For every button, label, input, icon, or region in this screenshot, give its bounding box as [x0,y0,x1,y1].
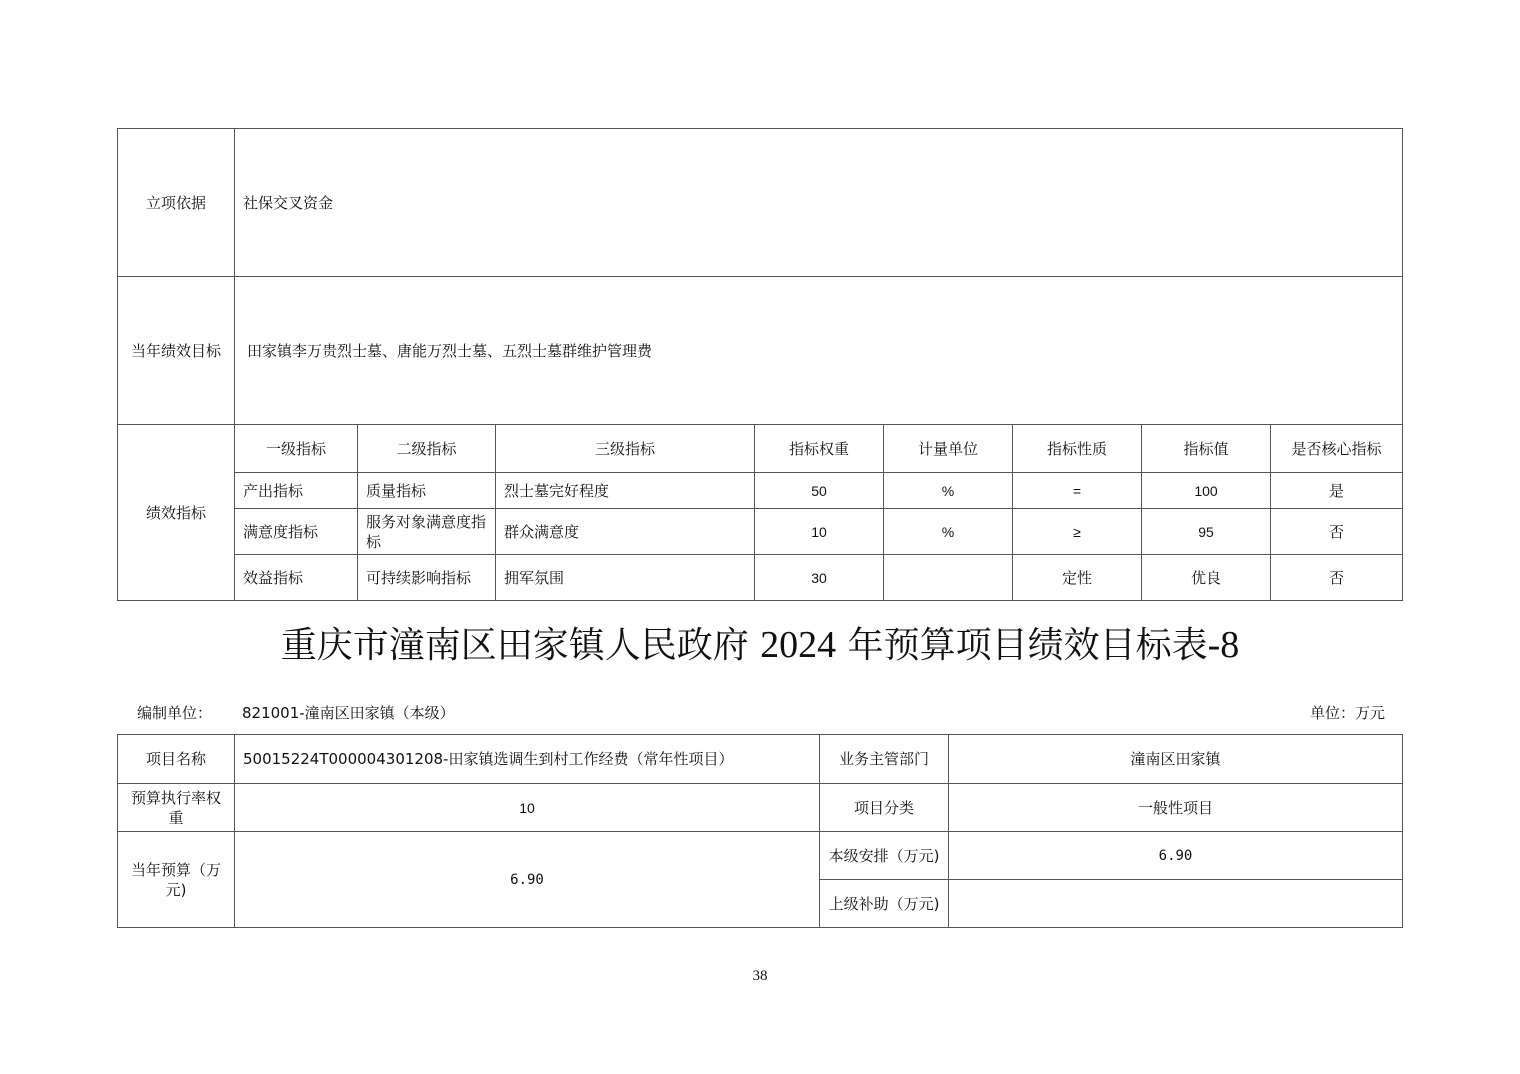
header-cell: 指标性质 [1013,425,1142,473]
page-number: 38 [752,968,768,984]
level1-cell: 满意度指标 [235,509,358,555]
subsidy-label: 上级补助（万元) [820,880,949,928]
title-suffix: -8 [1207,624,1240,666]
nature-cell: = [1013,473,1142,509]
local-label: 本级安排（万元) [820,832,949,880]
dept-label: 业务主管部门 [820,735,949,784]
level3-cell: 拥军氛围 [496,555,755,601]
local-value: 6.90 [949,832,1403,880]
level1-cell: 产出指标 [235,473,358,509]
category-label: 项目分类 [820,784,949,832]
unit-cell: % [884,509,1013,555]
core-cell: 否 [1271,509,1403,555]
upper-performance-table [117,128,1403,601]
dept-value: 潼南区田家镇 [949,735,1403,784]
title-part2: 年预算项目绩效目标表 [847,625,1208,666]
budget-value: 6.90 [235,832,820,928]
page-title [0,620,1520,671]
level2-cell: 质量指标 [358,473,496,509]
table-row [118,509,1403,555]
goal-value: 田家镇李万贵烈士墓、唐能万烈士墓、五烈士墓群维护管理费 [235,277,1403,425]
unit-cell: % [884,473,1013,509]
nature-cell: 定性 [1013,555,1142,601]
basis-value: 社保交叉资金 [235,129,1403,277]
level1-cell: 效益指标 [235,555,358,601]
level3-cell: 群众满意度 [496,509,755,555]
weight-label: 预算执行率权重 [118,784,235,832]
header-cell: 一级指标 [235,425,358,473]
goal-label: 当年绩效目标 [118,277,235,425]
basis-label: 立项依据 [118,129,235,277]
core-cell: 是 [1271,473,1403,509]
project-info-table [117,734,1403,928]
category-value: 一般性项目 [949,784,1403,832]
level2-cell: 可持续影响指标 [358,555,496,601]
project-name-label: 项目名称 [118,735,235,784]
value-cell: 100 [1142,473,1271,509]
weight-cell: 50 [755,473,884,509]
table-row [118,555,1403,601]
level2-cell: 服务对象满意度指标 [358,509,496,555]
unit-cell [884,555,1013,601]
core-cell: 否 [1271,555,1403,601]
header-cell: 是否核心指标 [1271,425,1403,473]
indicator-label: 绩效指标 [118,425,235,601]
weight-value: 10 [235,784,820,832]
unit-label: 编制单位： [137,704,213,722]
budget-label: 当年预算（万元) [118,832,235,928]
header-cell: 指标权重 [755,425,884,473]
title-year: 2024 [760,624,837,666]
project-name-value: 50015224T000004301208-田家镇选调生到村工作经费（常年性项目） [235,735,820,784]
weight-cell: 30 [755,555,884,601]
title-part1: 重庆市潼南区田家镇人民政府 [280,625,749,666]
table-row [118,473,1403,509]
level3-cell: 烈士墓完好程度 [496,473,755,509]
unit-value: 821001-潼南区田家镇（本级） [242,704,455,722]
header-cell: 三级指标 [496,425,755,473]
weight-cell: 10 [755,509,884,555]
subsidy-value [949,880,1403,928]
value-cell: 95 [1142,509,1271,555]
money-unit: 单位：万元 [1310,704,1386,722]
header-cell: 计量单位 [884,425,1013,473]
header-cell: 指标值 [1142,425,1271,473]
header-cell: 二级指标 [358,425,496,473]
nature-cell: ≥ [1013,509,1142,555]
value-cell: 优良 [1142,555,1271,601]
